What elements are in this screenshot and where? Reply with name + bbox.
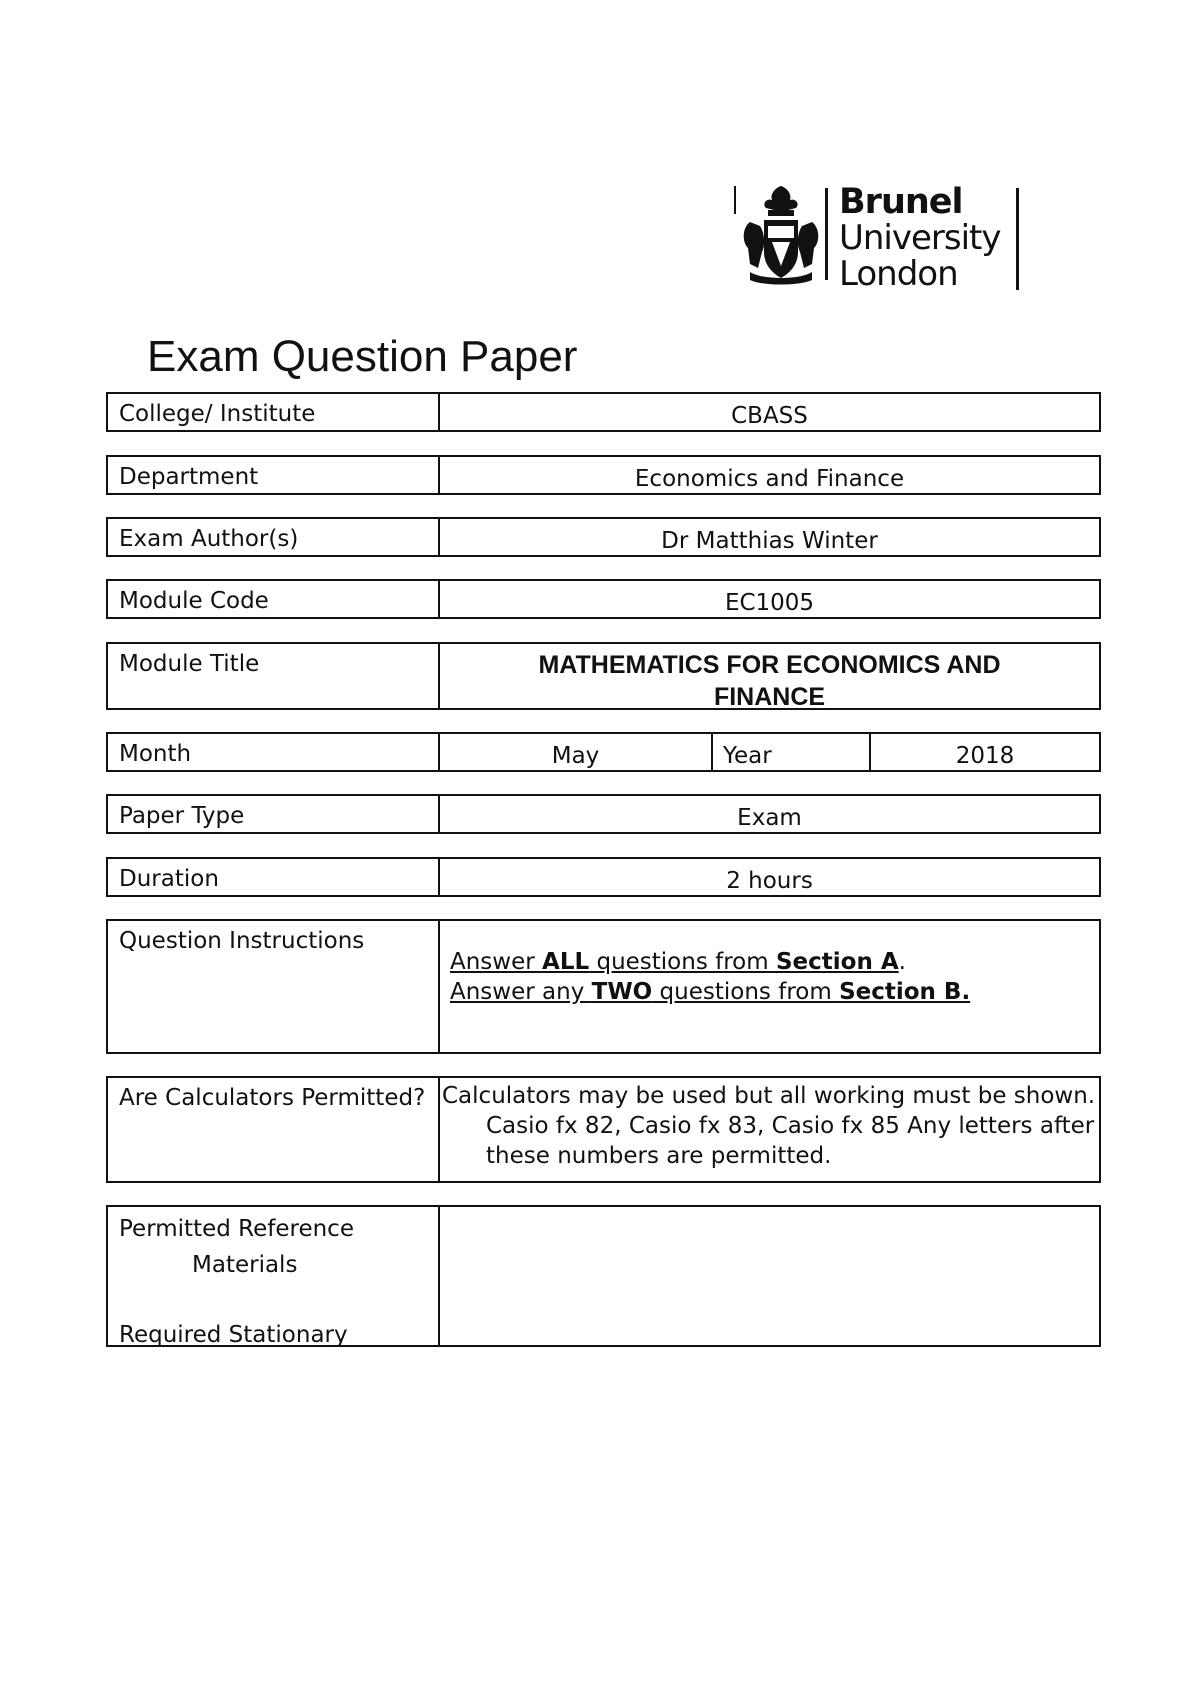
instr2-emph-section-b: Section B.	[839, 979, 971, 1005]
instr2-text-a: Answer any	[450, 979, 592, 1005]
paper-type-value: Exam	[737, 805, 802, 831]
reference-value	[440, 1207, 1099, 1345]
duration-label: Duration	[108, 859, 440, 895]
logo-line-university: University	[839, 218, 1001, 258]
logo-line-london: London	[839, 254, 958, 294]
row-paper-type	[106, 794, 1101, 834]
module-title-label: Module Title	[108, 644, 440, 708]
month-label: Month	[108, 734, 440, 770]
row-reference	[106, 1205, 1101, 1347]
row-module-title	[106, 642, 1101, 710]
instr1-text-c: questions from	[589, 949, 776, 975]
calculators-line1: Calculators may be used but all working must be shown.	[442, 1083, 1096, 1109]
instructions-value	[440, 921, 1099, 1052]
instr1-emph-all: ALL	[542, 949, 590, 975]
row-instructions	[106, 919, 1101, 1054]
row-module-code	[106, 579, 1101, 619]
paper-type-label: Paper Type	[108, 796, 440, 832]
row-calculators	[106, 1076, 1101, 1183]
calculators-line3: these numbers are permitted.	[486, 1143, 832, 1169]
instructions-line1	[450, 947, 1099, 977]
department-label: Department	[108, 457, 440, 493]
module-title-line1: MATHEMATICS FOR ECONOMICS AND	[538, 651, 1001, 679]
crest-icon	[740, 182, 822, 288]
row-college	[106, 392, 1101, 432]
reference-label-gap	[119, 1283, 438, 1317]
module-title-line2: FINANCE	[713, 683, 826, 711]
instr2-emph-two: TWO	[591, 979, 653, 1005]
month-value: May	[440, 734, 713, 770]
college-label: College/ Institute	[108, 394, 440, 430]
module-code-label: Module Code	[108, 581, 440, 617]
logo-right-bar	[1016, 188, 1019, 290]
instructions-label: Question Instructions	[108, 921, 440, 1052]
brunel-logo	[728, 180, 1028, 292]
department-value: Economics and Finance	[634, 466, 905, 492]
reference-label-line2: Materials	[192, 1252, 298, 1278]
author-label: Exam Author(s)	[108, 519, 440, 555]
calculators-line2: Casio fx 82, Casio fx 83, Casio fx 85 Any letters after	[486, 1113, 1095, 1139]
reference-label-line1: Permitted Reference	[119, 1216, 354, 1242]
row-author	[106, 517, 1101, 557]
row-month-year	[106, 732, 1101, 772]
instr1-emph-section-a: Section A	[775, 949, 899, 975]
year-label: Year	[713, 734, 871, 770]
logo-wordmark	[839, 184, 1001, 292]
college-value: CBASS	[731, 403, 808, 429]
logo-left-bar	[734, 186, 736, 214]
calculators-value	[440, 1078, 1099, 1181]
duration-value: 2 hours	[726, 868, 813, 894]
page-title: Exam Question Paper	[147, 332, 578, 381]
logo-line-brunel: Brunel	[839, 182, 963, 222]
reference-label	[108, 1207, 440, 1348]
row-duration	[106, 857, 1101, 897]
module-code-value: EC1005	[724, 590, 815, 616]
logo-divider	[825, 188, 828, 280]
author-value: Dr Matthias Winter	[661, 528, 878, 554]
stationary-label: Required Stationary	[119, 1322, 348, 1348]
module-title-value	[440, 644, 1099, 711]
calculators-label: Are Calculators Permitted?	[108, 1078, 440, 1181]
instr1-text-a: Answer	[450, 949, 543, 975]
row-department	[106, 455, 1101, 495]
year-value: 2018	[955, 743, 1015, 769]
instr2-text-c: questions from	[652, 979, 840, 1005]
instructions-line2	[450, 977, 1099, 1007]
instr1-period: .	[898, 949, 906, 975]
